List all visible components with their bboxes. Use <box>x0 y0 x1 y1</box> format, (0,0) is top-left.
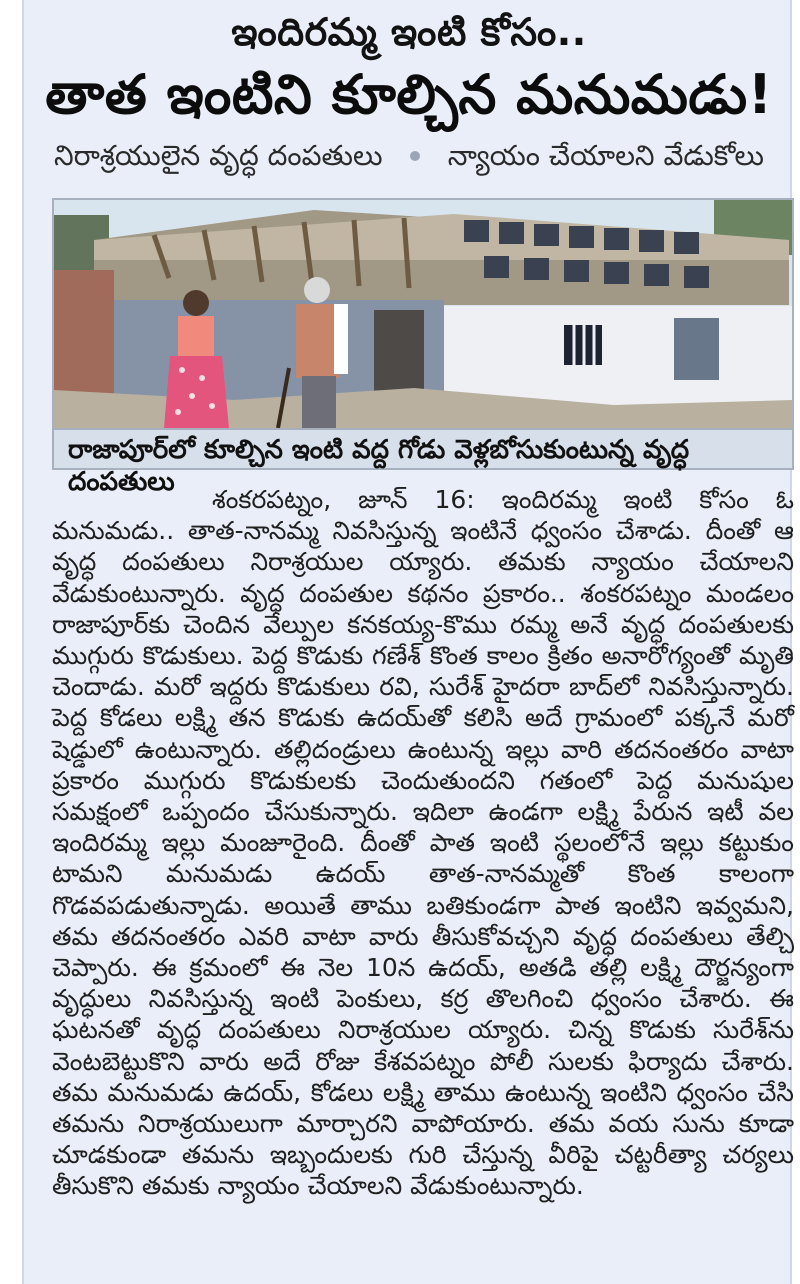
article-body-paragraph: శంకరపట్నం, జూన్ 16: ఇందిరమ్మ ఇంటి కోసం ఓ మనుమడు.. తాత-నానమ్మ నివసిస్తున్న ఇంటినే ధ్వంసం చేశాడు. దీంతో ఆ వృద్ధ దంపతులు నిరాశ్రయుల య్యారు. తమకు న్యాయం చేయాలని వేడుకుంటున్నారు. వృద్ధ దంపతుల కథనం ప్రకారం.. శంకరపట్నం మండలం రాజాపూర్‌కు చెందిన వేల్పుల కనకయ్య-కొము రమ్మ అనే వృద్ధ దంపతులకు ముగ్గురు కొడుకులు. పెద్ద కొడుకు గణేశ్ కొంత కాలం క్రితం అనారోగ్యంతో మృతి చెందాడు. మరో ఇద్దరు కొడుకులు రవి, సురేశ్ హైదరా బాద్‌లో నివసిస్తున్నారు. పెద్ద కోడలు లక్ష్మి తన కొడుకు ఉదయ్‌తో కలిసి అదే గ్రామంలో పక్కనే మరో షెడ్డులో ఉంటున్నారు. తల్లిదండ్రులు ఉంటున్న ఇల్లు వారి తదనంతరం వాటా ప్రకారం ముగ్గురు కొడుకులకు చెందుతుందని గతంలో పెద్ద మనుషుల సమక్షంలో ఒప్పందం చేసుకున్నారు. ఇదిలా ఉండగా లక్ష్మి పేరున ఇటీ వల ఇందిరమ్మ ఇల్లు మంజూరైంది. దీంతో పాత ఇంటి స్థలంలోనే ఇల్లు కట్టుకుం టామని మనుమడు ఉదయ్ తాత-నానమ్మతో కొంత కాలంగా గొడవపడుతున్నాడు. అయితే తాము బతికుండగా పాత ఇంటిని ఇవ్వమని, తమ తదనంతరం ఎవరి వాటా వారు తీసుకోవచ్చని వృద్ధ దంపతులు తేల్చి చెప్పారు. ఈ క్రమంలో ఈ నెల 10న ఉదయ్, అతడి తల్లి లక్ష్మి దౌర్జన్యంగా వృద్ధులు నివసిస్తున్న ఇంటి పెంకులు, కర్ర తొలగించి ధ్వంసం చేశారు. ఈ ఘటనతో వృద్ధ దంపతులు నిరాశ్రయుల య్యారు. చిన్న కొడుకు సురేశ్‌ను వెంటబెట్టుకొని వారు అదే రోజు కేశవపట్నం పోలీ సులకు ఫిర్యాదు చేశారు. తమ మనుమడు ఉదయ్, కోడలు లక్ష్మి తాము ఉంటున్న ఇంటిని ధ్వంసం చేసి తమను నిరాశ్రయులుగా మార్చారని వాపోయారు. తమ వయ సును కూడా చూడకుండా తమను ఇబ్బందులకు గురి చేస్తున్న వీరిపై చట్టరీత్యా చర్యలు తీసుకొని తమకు న్యాయం చేయాలని వేడుకుంటున్నారు. <box>52 485 794 1201</box>
article-body <box>52 484 794 1202</box>
subhead-right: న్యాయం చేయాలని వేడుకోలు <box>447 139 764 172</box>
bullet-icon <box>410 151 420 161</box>
article-kicker: ఇందిరమ్మ ఇంటి కోసం.. <box>231 10 587 54</box>
photo-caption: రాజాపూర్‌లో కూల్చిన ఇంటి వద్ద గోడు వెళ్లబోసుకుంటున్న వృద్ధ దంపతులు <box>52 430 794 470</box>
article-frame <box>22 0 792 1284</box>
article-subhead <box>54 136 764 176</box>
subhead-left: నిరాశ్రయులైన వృద్ధ దంపతులు <box>54 139 383 172</box>
article-headline: తాత ఇంటిని కూల్చిన మనుమడు! <box>45 63 773 126</box>
article-photo <box>52 198 794 430</box>
demolished-house-photo <box>54 200 792 428</box>
